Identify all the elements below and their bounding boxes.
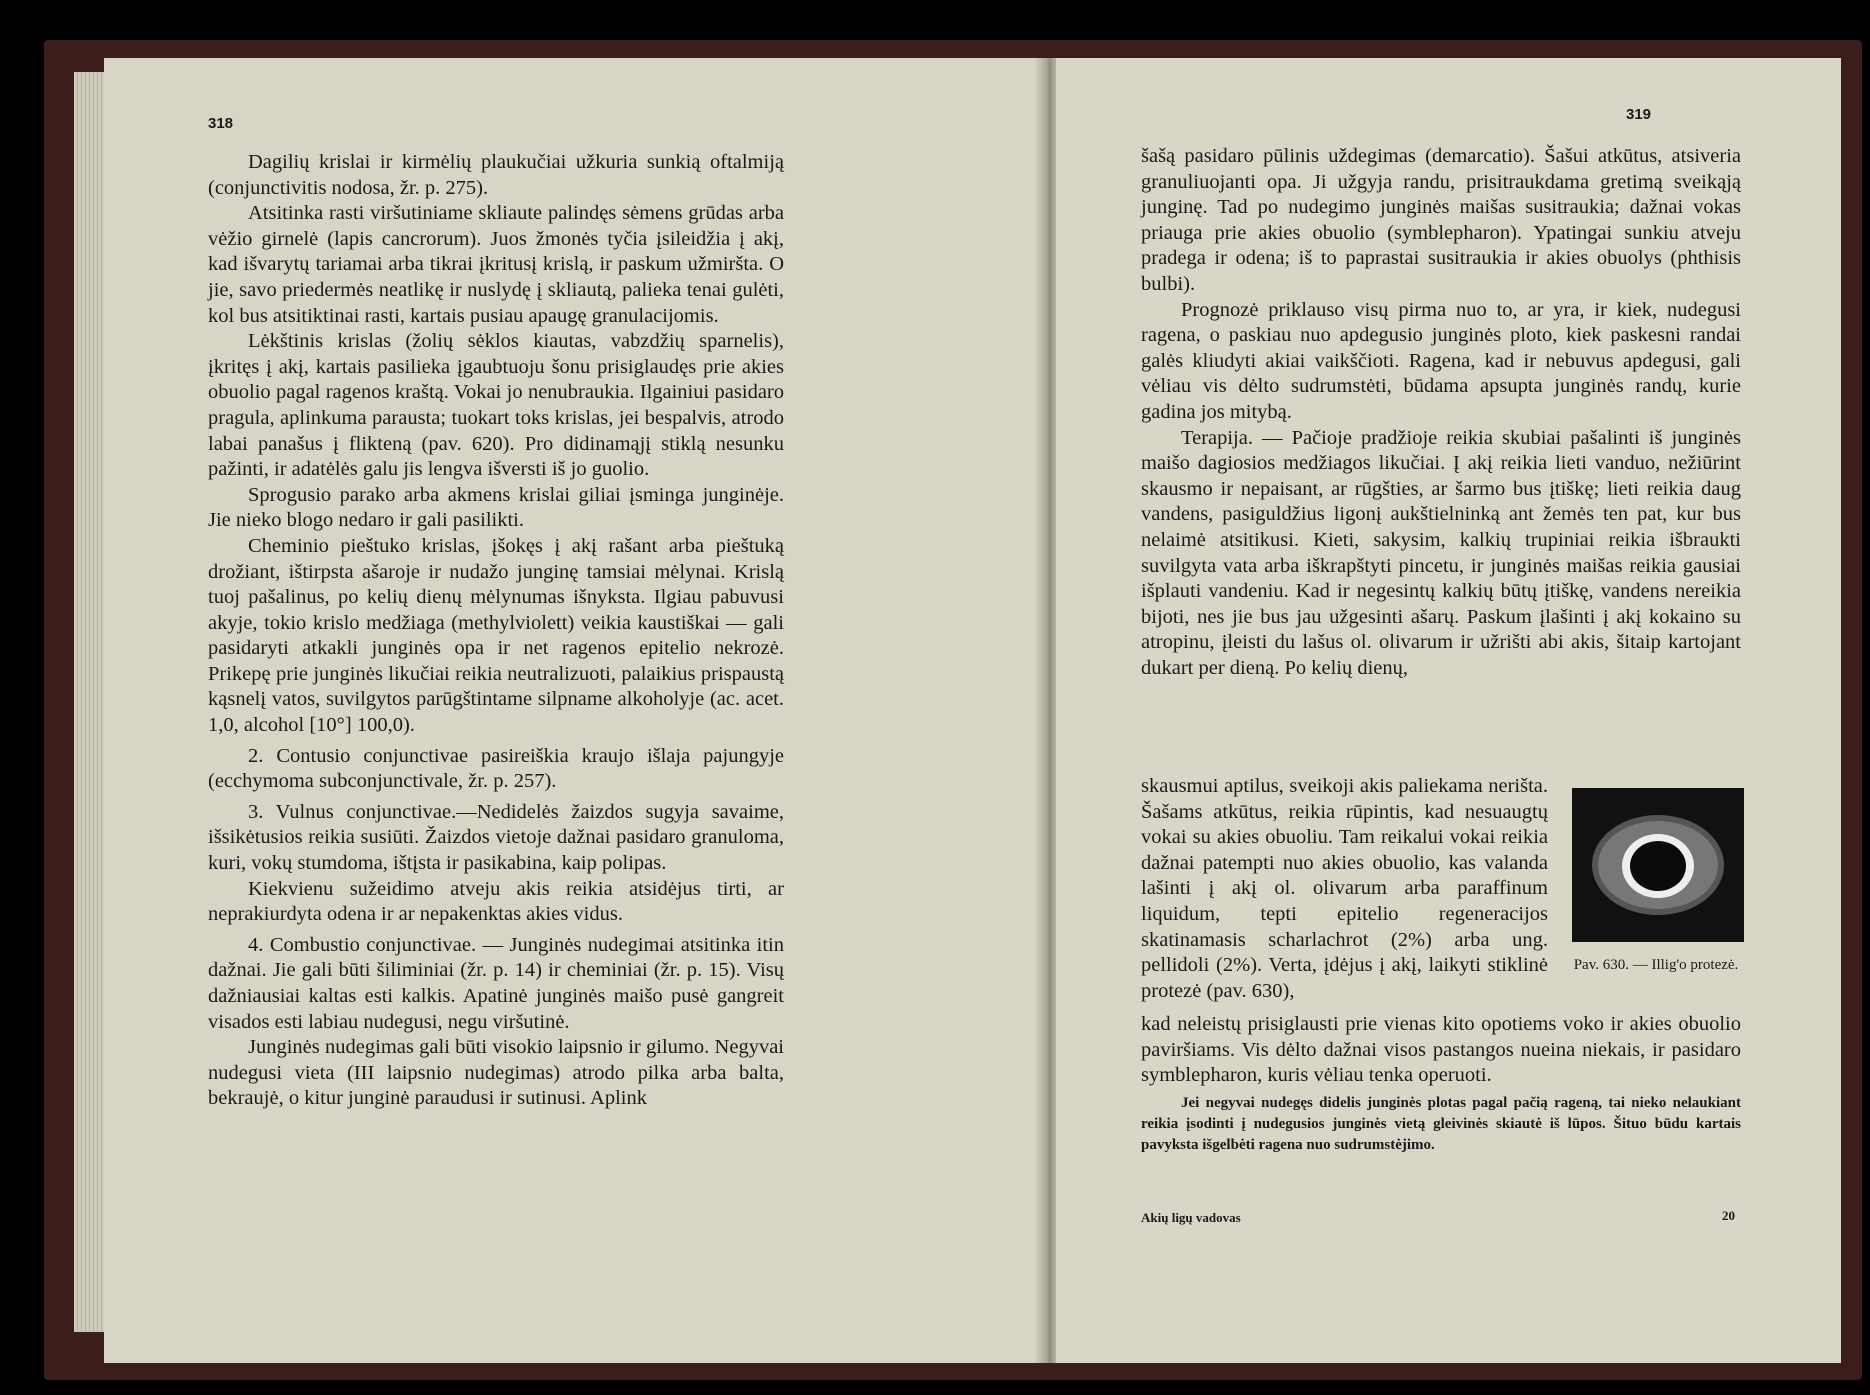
page-stack-edge [74, 72, 104, 1332]
footnote [1141, 1093, 1741, 1156]
paragraph: kad neleistų prisiglausti prie vienas kito opotiems voko ir akies obuolio paviršiams. Vis dėlto dažnai visos pastangos nueina niekais, ir pasidaro symblepharon, kuris vėliau tenka operuoti. [1141, 1013, 1741, 1087]
right-page-text-beside-figure [1141, 774, 1548, 1004]
paragraph: Lėkštinis krislas (žolių sėklos kiautas, vabzdžių sparnelis), įkritęs į akį, kartais pasilieka įgaubtuoju šonu prisiglaudęs prie akies obuolio pagal ragenos kraštą. Vokai jo nenubraukia. Ilgainiui pasidaro pragula, aplinkuma parausta; tuokart toks krislas, jei bespalvis, atrodo labai panašus į flikteną (pav. 620). Pro didinamąjį stiklą nesunku pažinti, ir adatėlės galu jis lengva išversti iš jo guolio. [208, 330, 784, 481]
paragraph: Prognozė priklauso visų pirma nuo to, ar yra, ir kiek, nudegusi ragena, o paskiau nuo apdegusio junginės ploto, kiek paskesni randai galės kliudyti akiai vaikščioti. Ragena, kad ir nebuvus apdegusi, gali vėliau vis dėlto sudrumstėti, būdama apsupta junginės randų, kurie gadina jos mitybą. [1141, 298, 1741, 423]
left-page-text [208, 150, 784, 1112]
right-page [1056, 58, 1841, 1363]
open-book [74, 52, 1844, 1367]
prosthesis-image [1572, 788, 1744, 942]
paragraph: šašą pasidaro pūlinis uždegimas (demarcatio). Šašui atkūtus, atsiveria granuliuojanti opa. Ji užgyja randu, prisitraukdama gretimą sveikąją junginę. Tad po nudegimo junginės maišas susitraukia; dažnai vokas priauga prie akies obuolio (symblepharon). Ypatingai sunkiu atveju pradega ir odena; iš to paprastai susitraukia ir akies obuolys (phthisis bulbi). [1141, 145, 1741, 295]
signature-left: Akių ligų vadovas [1141, 1210, 1241, 1225]
left-page-number: 318 [208, 115, 234, 132]
left-page [104, 58, 1044, 1363]
right-page-text [1141, 144, 1741, 681]
right-page-number: 319 [1626, 106, 1652, 123]
paragraph: skausmui aptilus, sveikoji akis paliekama nerišta. Šašams atkūtus, reikia rūpintis, kad nesuaugtų vokai su akies obuoliu. Tam reikalui vokai reikia dažnai patempti nuo akies obuolio, kas valanda lašinti į akį ol. olivarum arba paraffinum liquidum, tepti epitelio regeneracijos skatinamasis scharlachrot (2%) arba ung. pellidoli (2%). Verta, įdėjus į akį, laikyti stiklinė protezė (pav. 630), [1141, 775, 1548, 1002]
paragraph: Terapija. — Pačioje pradžioje reikia skubiai pašalinti iš junginės maišo dagiosios medžiagos likučiai. Į akį reikia lieti vanduo, nežiūrint skausmo ir nepaisant, ar rūgšties, ar šarmo bus įtiškę; lieti reikia daug vandens, pasiguldžius ligonį aukštielninką ant žemės ten pat, kur bus nelaimė atsitikusi. Kieti, sakysim, kalkių trupiniai reikia išbraukti suvilgyta vata arba iškrapštyti pincetu, ir junginės maišas reikia gausiai išplauti vandeniu. Kad ir negesintų kalkių būtų įtiškę, vandens nereikia bijoti, nes jie bus jau užgesinti ašarų. Paskum įlašinti į akį kokaino su atropinu, įleisti du lašus ol. olivarum ir užrišti abi akis, šitaip kartojant dukart per dieną. Po kelių dienų, [1141, 426, 1741, 679]
paragraph: Sprogusio parako arba akmens krislai giliai įsminga junginėje. Jie nieko blogo nedaro ir gali pasilikti. [208, 483, 784, 532]
prosthesis-figure [1572, 788, 1744, 942]
footnote-text: Jei negyvai nudegęs didelis junginės plotas pagal pačią rageną, tai nieko nelaukiant reikia įsodinti į nudegusios junginės vietą gleivinės skiautė iš lūpos. Šituo būdu kartais pavyksta išgelbėti ragena nuo sudrumstėjimo. [1141, 1095, 1741, 1153]
paragraph: Cheminio pieštuko krislas, įšokęs į akį rašant arba pieštuką drožiant, ištirpsta ašaroje ir nudažo junginę tamsiai mėlynai. Krislą tuoj pašalinus, po kelių dienų mėlynumas išnyksta. Ilgiau pabuvusi akyje, tokio krislo medžiaga (methylviolett) veikia kaustiškai — gali pasidaryti atkakli junginės opa ir net ragenos epitelio nekrozė. Prikepę prie junginės likučiai reikia neutralizuoti, palaikius prispaustą kąsnelį vatos, suvilgytos parūgštintame silpname alkoholyje (ac. acet. 1,0, alcohol [10°] 100,0). [208, 534, 784, 737]
signature-right: 20 [1722, 1208, 1735, 1223]
paragraph-vulnus: 3. Vulnus conjunctivae.—Nedidelės žaizdos sugyja savaime, išsikėtusios reikia susiūti. Žaizdos vietoje dažnai pasidaro granuloma, kuri, vokų stumdoma, ištįsta ir pasikabina, kaip polipas. [208, 800, 784, 875]
paragraph: Atsitinka rasti viršutiniame skliaute palindęs sėmens grūdas arba vėžio girnelė (lapis cancrorum). Juos žmonės tyčia įsileidžia į akį, kad išvarytų tariamai arba tikrai įkritusį krislą, ir paskum užmiršta. O jie, savo priedermės neatlikę ir nuslydę į skliautą, palieka tenai gulėti, kol bus atsitiktinai rasti, kartais pusiau apaugę granulacijomis. [208, 202, 784, 327]
paragraph: Kiekvienu sužeidimo atveju akis reikia atsidėjus tirti, ar neprakiurdyta odena ir ar nepakenktas akies vidus. [208, 877, 784, 926]
paragraph-contusio: 2. Contusio conjunctivae pasireiškia kraujo išlaja pajungyje (ecchymoma subconjunctivale, žr. p. 257). [208, 744, 784, 793]
right-page-text-after-figure [1141, 1012, 1741, 1089]
paragraph-combustio: 4. Combustio conjunctivae. — Junginės nudegimai atsitinka itin dažnai. Jie gali būti šiliminiai (žr. p. 14) ir cheminiai (žr. p. 15). Visų dažniausiai kaltas esti kalkis. Apatinė junginės maišo pusė gangreit visados esti labiau nudegusi, negu viršutinė. [208, 933, 784, 1033]
paragraph: Dagilių krislai ir kirmėlių plaukučiai užkuria sunkią oftalmiją (conjunctivitis nodosa, žr. p. 275). [208, 151, 784, 199]
figure-caption: Pav. 630. — Illig'o protezė. [1573, 957, 1739, 973]
paragraph: Junginės nudegimas gali būti visokio laipsnio ir gilumo. Negyvai nudegusi vieta (III laipsnio nudegimas) atrodo pilka arba balta, bekraujė, o kitur junginė paraudusi ir sutinusi. Aplink [208, 1036, 784, 1110]
